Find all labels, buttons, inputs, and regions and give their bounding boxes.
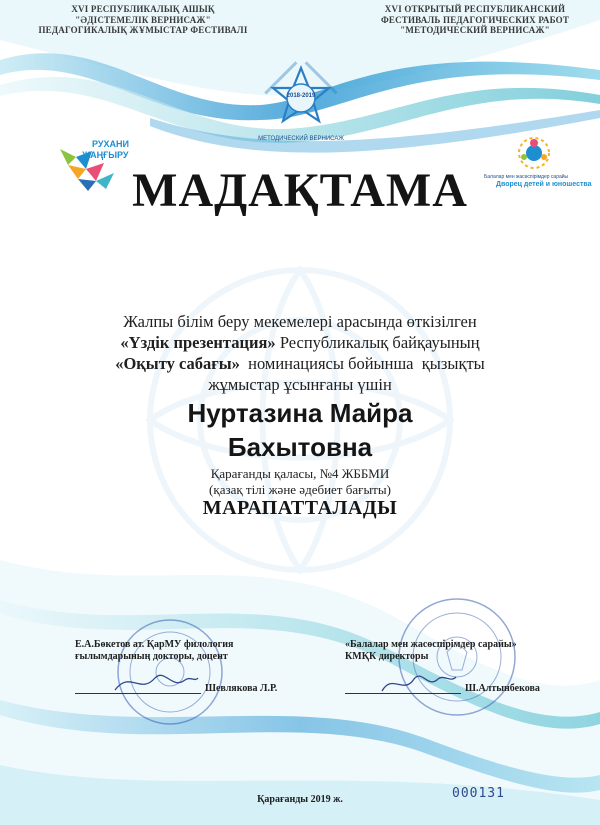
header-left [8, 4, 278, 36]
logo-right-line1: Балалар мен жасөспірімдер сарайы [484, 174, 569, 180]
header-right-line: "МЕТОДИЧЕСКИЙ ВЕРНИСАЖ" [400, 25, 550, 35]
emblem-caption: МЕТОДИЧЕСКИЙ ВЕРНИСАЖ [258, 136, 344, 142]
body-line3-rest: номинациясы бойынша қызықты [239, 354, 485, 373]
signatory-left-line2: ғылымдарының докторы, доцент [75, 651, 228, 662]
body-line3 [60, 354, 540, 374]
award-text: МАРАПАТТАЛАДЫ [202, 497, 398, 519]
signature-line-right [345, 693, 461, 694]
place-date: Қарағанды 2019 ж. [257, 794, 343, 805]
body-line2 [60, 333, 540, 353]
certificate-title: МАДАҚТАМА [132, 164, 468, 217]
recipient-school: Қарағанды қаласы, №4 ЖББМИ [210, 466, 390, 481]
signatory-right-line2: КМҚК директоры [345, 651, 429, 662]
signatory-right-line1: «Балалар мен жасөспірімдер сарайы» [345, 639, 517, 650]
header-right-line: ФЕСТИВАЛЬ ПЕДАГОГИЧЕСКИХ РАБОТ [380, 14, 570, 25]
left-signature-icon [110, 660, 200, 700]
header-left-line: "ӘДІСТЕМЕЛІК ВЕРНИСАЖ" [75, 14, 211, 25]
emblem-year: 2018-2019 [286, 93, 316, 99]
signatory-left [75, 639, 315, 663]
header-right-line: XVI ОТКРЫТЫЙ РЕСПУБЛИКАНСКИЙ [384, 4, 566, 14]
signatory-left-name: Шевлякова Л.Р. [205, 683, 278, 694]
logo-left-line2: ЖАҢҒЫРУ [82, 150, 129, 160]
serial-number: 000131 [452, 786, 505, 801]
right-signature-icon [378, 665, 458, 700]
logo-left-line1: РУХАНИ [92, 139, 129, 149]
nomination-name: «Оқыту сабағы» [115, 354, 240, 373]
body-line2-rest: Республикалық байқауының [275, 333, 480, 352]
signatory-left-line1: Е.А.Бөкетов ат. ҚарМУ филология [75, 639, 234, 650]
header-left-line: ПЕДАГОГИКАЛЫҚ ЖҰМЫСТАР ФЕСТИВАЛІ [38, 25, 248, 35]
header-right [360, 4, 590, 36]
header-left-line: XVI РЕСПУБЛИКАЛЫҚ АШЫҚ [71, 4, 215, 14]
recipient-subject: (қазақ тілі және әдебиет бағыты) [209, 482, 391, 497]
signature-line-left [75, 693, 201, 694]
festival-emblem-icon [258, 58, 344, 144]
body-line4: жұмыстар ұсынғаны үшін [208, 375, 392, 394]
signatory-right-name: Ш.Алтынбекова [465, 683, 540, 694]
signatory-right [345, 639, 585, 663]
body-line1: Жалпы білім беру мекемелері арасында өткізілген [123, 312, 477, 331]
recipient-name-line1: Нуртазина Майра [187, 398, 413, 428]
contest-name: «Үздік презентация» [120, 333, 276, 352]
logo-right-line2: Дворец детей и юношества [496, 181, 592, 188]
recipient-name-line2: Бахытовна [227, 432, 373, 462]
